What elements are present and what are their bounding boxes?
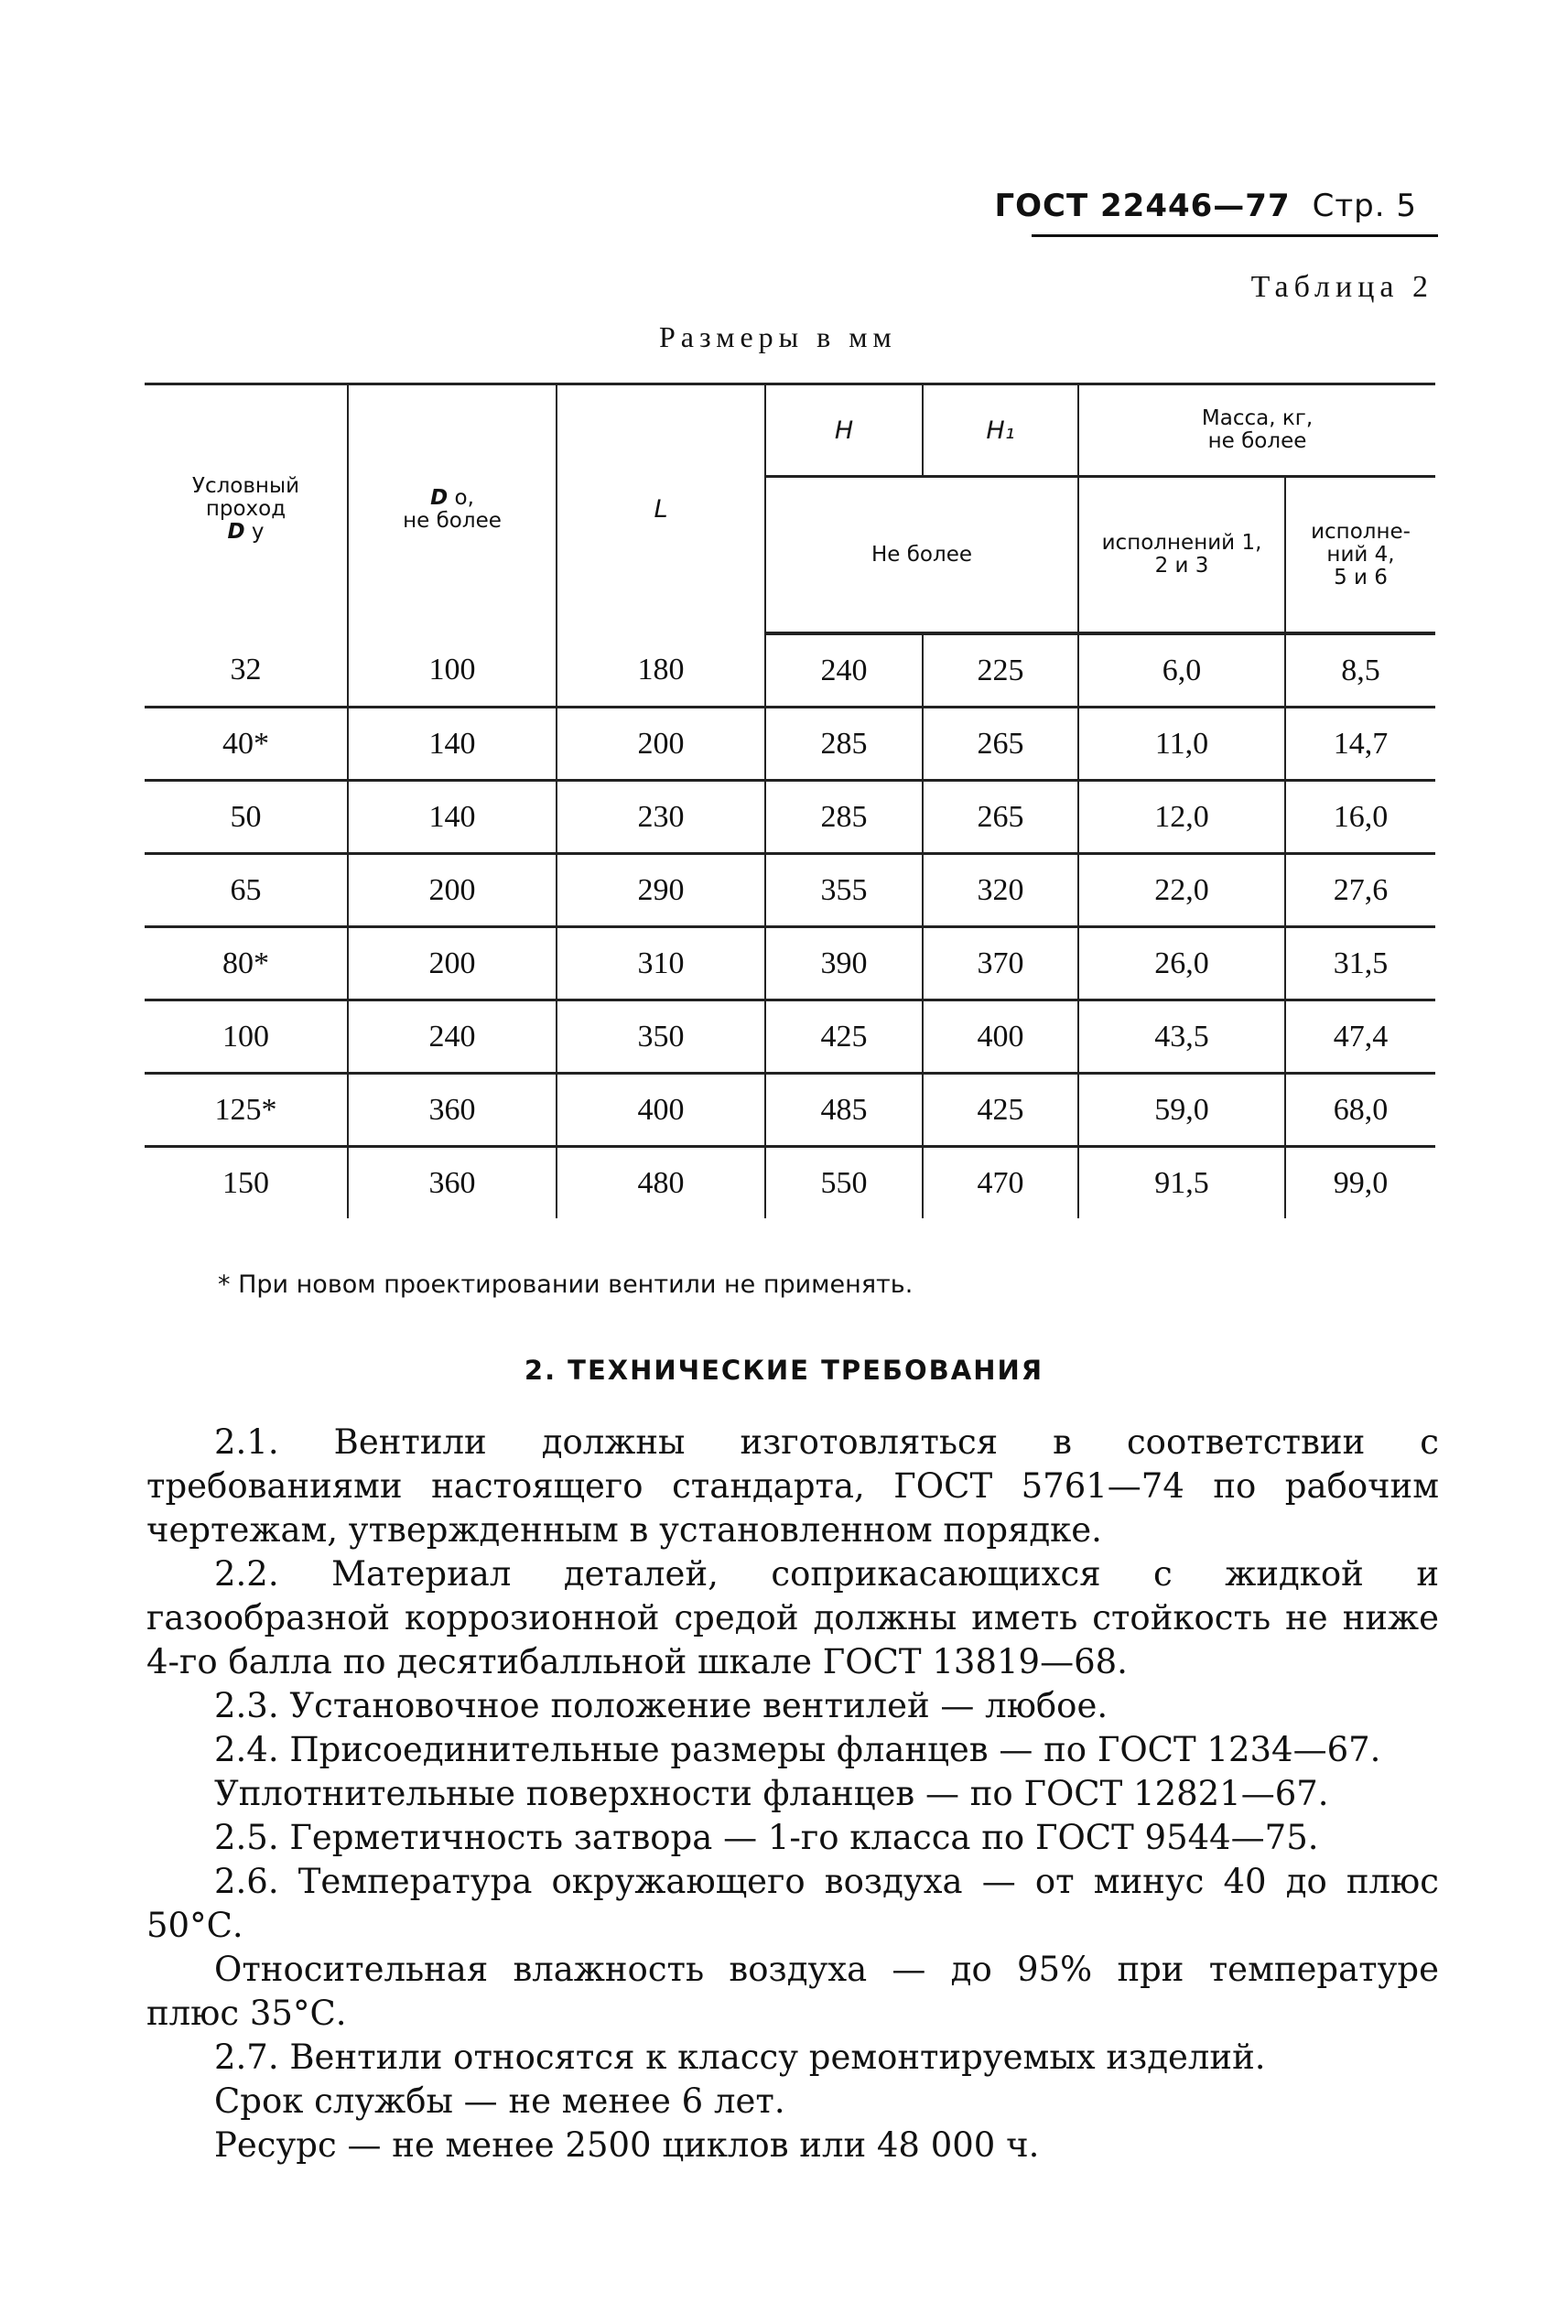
header-mass xyxy=(1078,384,1435,477)
header-isp123-line1: исполнений 1, xyxy=(1101,531,1262,555)
paragraph-2-5: 2.5. Герметичность затвора — 1-го класса по ГОСТ 9544—75. xyxy=(214,1818,1319,1857)
cell-mass-123: 6,0 xyxy=(1078,633,1285,708)
header-do-symbol: D xyxy=(430,485,449,510)
cell-h: 240 xyxy=(765,633,923,708)
cell-do: 360 xyxy=(348,1074,557,1147)
header-dy-line1: Условный xyxy=(191,474,300,498)
dimensions-table xyxy=(145,383,1435,1218)
cell-l: 230 xyxy=(557,781,765,854)
cell-dy: 125* xyxy=(145,1074,348,1147)
cell-h1: 470 xyxy=(923,1147,1078,1219)
header-height-h: H xyxy=(765,384,923,477)
header-nominal-diameter xyxy=(145,384,348,634)
cell-h: 285 xyxy=(765,708,923,781)
table-body xyxy=(145,633,1435,1218)
paragraph-2-4: 2.4. Присоединительные размеры фланцев — по ГОСТ 1234—67. xyxy=(214,1730,1381,1769)
paragraph-2-6-humidity: Относительная влажность воздуха — до 95% при температуре плюс 35°С. xyxy=(146,1950,1439,2033)
header-mass-variant-456 xyxy=(1285,477,1435,634)
cell-h1: 265 xyxy=(923,781,1078,854)
cell-do: 240 xyxy=(348,1000,557,1074)
header-do-note: не более xyxy=(403,508,502,533)
cell-do: 140 xyxy=(348,781,557,854)
cell-h: 285 xyxy=(765,781,923,854)
table-row xyxy=(145,1074,1435,1147)
cell-dy: 100 xyxy=(145,1000,348,1074)
section-body xyxy=(146,1421,1439,2167)
cell-mass-456: 47,4 xyxy=(1285,1000,1435,1074)
header-isp123-line2: 2 и 3 xyxy=(1154,554,1209,578)
cell-h1: 320 xyxy=(923,854,1078,927)
cell-h1: 400 xyxy=(923,1000,1078,1074)
cell-dy: 32 xyxy=(145,633,348,708)
header-dy-sub: у xyxy=(251,520,265,544)
table-row xyxy=(145,1000,1435,1074)
dimensions-table-wrapper xyxy=(145,383,1435,1218)
header-length: L xyxy=(557,384,765,634)
paragraph-2-4-seal: Уплотнительные поверхности фланцев — по ГОСТ 12821—67. xyxy=(214,1774,1329,1813)
header-dy-symbol: D xyxy=(227,520,245,544)
units-caption: Размеры в мм xyxy=(659,320,897,353)
header-height-h1: H₁ xyxy=(923,384,1078,477)
cell-mass-123: 43,5 xyxy=(1078,1000,1285,1074)
cell-h: 425 xyxy=(765,1000,923,1074)
cell-l: 400 xyxy=(557,1074,765,1147)
paragraph-2-1: 2.1. Вентили должны изготовляться в соответствии с требованиями настоящего стандарта, ГОСТ 5761—74 по рабочим чертежам, утвержденным в установленном порядке. xyxy=(146,1422,1439,1550)
header-isp456-line2: ний 4, xyxy=(1326,542,1395,567)
cell-mass-456: 14,7 xyxy=(1285,708,1435,781)
table-footnote: * При новом проектировании вентили не применять. xyxy=(218,1270,914,1299)
cell-h1: 265 xyxy=(923,708,1078,781)
header-mass-variant-123 xyxy=(1078,477,1285,634)
paragraph-2-7-resource: Ресурс — не менее 2500 циклов или 48 000 ч. xyxy=(214,2125,1040,2165)
cell-dy: 150 xyxy=(145,1147,348,1219)
header-isp456-line1: исполне- xyxy=(1311,519,1411,544)
header-mass-line1: Масса, кг, xyxy=(1201,406,1314,430)
cell-do: 200 xyxy=(348,927,557,1000)
cell-mass-123: 26,0 xyxy=(1078,927,1285,1000)
cell-l: 290 xyxy=(557,854,765,927)
cell-dy: 80* xyxy=(145,927,348,1000)
cell-dy: 40* xyxy=(145,708,348,781)
cell-do: 140 xyxy=(348,708,557,781)
cell-mass-456: 99,0 xyxy=(1285,1147,1435,1219)
cell-h1: 370 xyxy=(923,927,1078,1000)
cell-l: 200 xyxy=(557,708,765,781)
table-row xyxy=(145,927,1435,1000)
table-row xyxy=(145,708,1435,781)
table-row xyxy=(145,781,1435,854)
cell-mass-123: 59,0 xyxy=(1078,1074,1285,1147)
section-title: 2. ТЕХНИЧЕСКИЕ ТРЕБОВАНИЯ xyxy=(524,1355,1044,1386)
table-caption: Таблица 2 xyxy=(1250,270,1433,304)
table-row xyxy=(145,633,1435,708)
cell-l: 180 xyxy=(557,633,765,708)
cell-mass-456: 16,0 xyxy=(1285,781,1435,854)
gost-number: ГОСТ 22446—77 xyxy=(994,188,1291,224)
paragraph-2-2: 2.2. Материал деталей, соприкасающихся с жидкой и газообразной коррозионной средой должны иметь стойкость не ниже 4-го балла по десятибалльной шкале ГОСТ 13819—68. xyxy=(146,1554,1439,1681)
cell-mass-456: 68,0 xyxy=(1285,1074,1435,1147)
table-row xyxy=(145,1147,1435,1219)
header-dy-line2: проход xyxy=(205,497,287,521)
cell-mass-456: 27,6 xyxy=(1285,854,1435,927)
cell-dy: 65 xyxy=(145,854,348,927)
cell-h: 355 xyxy=(765,854,923,927)
cell-dy: 50 xyxy=(145,781,348,854)
cell-mass-456: 31,5 xyxy=(1285,927,1435,1000)
header-rule xyxy=(1032,234,1438,237)
cell-h1: 225 xyxy=(923,633,1078,708)
cell-mass-123: 12,0 xyxy=(1078,781,1285,854)
cell-l: 480 xyxy=(557,1147,765,1219)
paragraph-2-7-service-life: Срок службы — не менее 6 лет. xyxy=(214,2081,785,2121)
page-header xyxy=(994,188,1417,224)
header-outer-diameter xyxy=(348,384,557,634)
cell-mass-456: 8,5 xyxy=(1285,633,1435,708)
paragraph-2-6: 2.6. Температура окружающего воздуха — от минус 40 до плюс 50°С. xyxy=(146,1862,1439,1945)
page-number: Стр. 5 xyxy=(1312,188,1417,224)
cell-h1: 425 xyxy=(923,1074,1078,1147)
cell-h: 550 xyxy=(765,1147,923,1219)
cell-do: 200 xyxy=(348,854,557,927)
cell-do: 100 xyxy=(348,633,557,708)
cell-l: 350 xyxy=(557,1000,765,1074)
header-do-sub: о, xyxy=(454,485,474,510)
header-mass-line2: не более xyxy=(1207,429,1307,453)
cell-h: 390 xyxy=(765,927,923,1000)
cell-mass-123: 91,5 xyxy=(1078,1147,1285,1219)
paragraph-2-7: 2.7. Вентили относятся к классу ремонтируемых изделий. xyxy=(214,2038,1266,2077)
cell-mass-123: 22,0 xyxy=(1078,854,1285,927)
cell-do: 360 xyxy=(348,1147,557,1219)
table-row xyxy=(145,854,1435,927)
cell-l: 310 xyxy=(557,927,765,1000)
cell-h: 485 xyxy=(765,1074,923,1147)
cell-mass-123: 11,0 xyxy=(1078,708,1285,781)
header-ne-bolee: Не более xyxy=(765,477,1078,634)
header-isp456-line3: 5 и 6 xyxy=(1334,565,1388,589)
paragraph-2-3: 2.3. Установочное положение вентилей — любое. xyxy=(214,1686,1108,1725)
